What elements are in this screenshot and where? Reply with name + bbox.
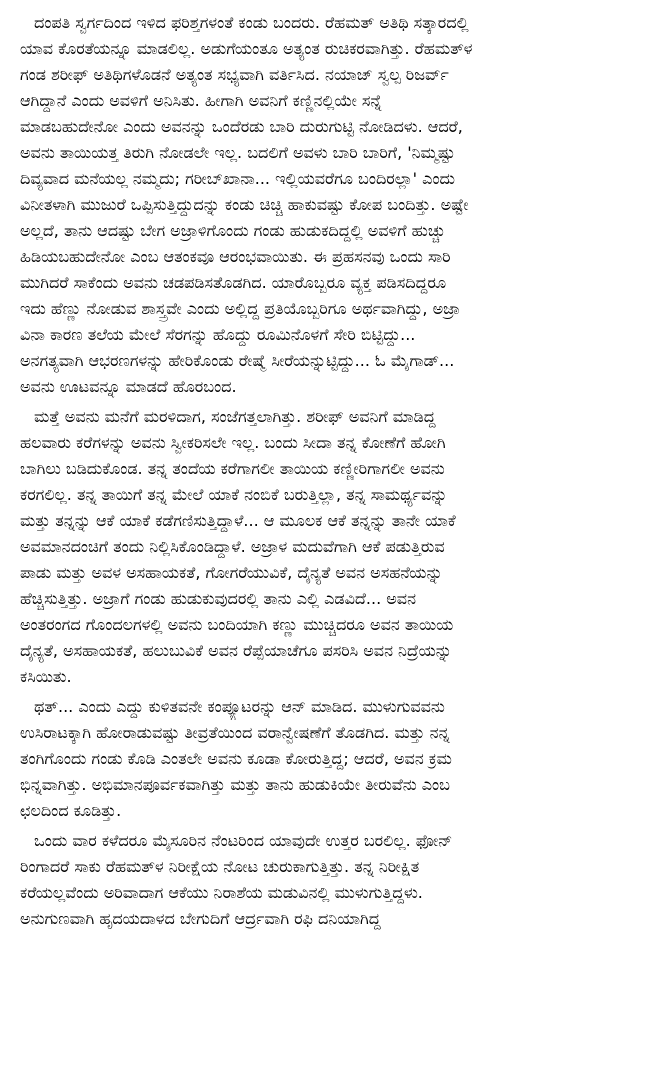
text-line: ಥತ್... ಎಂದು ಎದ್ದು ಕುಳಿತವನೇ ಕಂಪ್ಯೂಟರನ್ನು ಆನ್ ಮಾಡಿದ. ಮುಳುಗುವವನು <box>34 697 445 716</box>
text-line: ಅನುಗುಣವಾಗಿ ಹೃದಯದಾಳದ ಬೇಗುದಿಗೆ ಆರ್ದ್ರವಾಗಿ ರಫಿ ದನಿಯಾಗಿದ್ದ <box>20 909 381 928</box>
text-line: ಮತ್ತು ತನ್ನನ್ನು ಆಕೆ ಯಾಕೆ ಕಡೆಗಣಿಸುತ್ತಿದ್ದಾಳೆ... ಆ ಮೂಲಕ ಆಕೆ ತನ್ನನ್ನು ತಾನೇ ಯಾಕೆ <box>20 511 456 530</box>
text-line: ಬಾಗಿಲು ಬಡಿದುಕೊಂಡ. ತನ್ನ ತಂದೆಯ ಕರೆಗಾಗಲೀ ತಾಯಿಯ ಕಣ್ಣೀರಿಗಾಗಲೀ ಅವನು <box>20 459 445 478</box>
text-line: ದಿವ್ಯವಾದ ಮನೆಯಲ್ಲ ನಮ್ಮದು; ಗರೀಬ್‌ಖಾನಾ... ಇಲ್ಲಿಯವರೆಗೂ ಬಂದಿರಲ್ಲಾ' ಎಂದು <box>20 169 455 188</box>
paragraph-2 <box>20 404 648 690</box>
text-line: ದಂಪತಿ ಸ್ವರ್ಗದಿಂದ ಇಳಿದ ಫರಿಶ್ತಗಳಂತೆ ಕಂಡು ಬಂದರು. ರೆಹಮತ್ ಅತಿಥಿ ಸತ್ಕಾರದಲ್ಲಿ <box>34 13 469 32</box>
text-line: ಅವನು ಊಟವನ್ನೂ ಮಾಡದೆ ಹೊರಬಂದ. <box>20 377 237 396</box>
text-line: ಇದು ಹೆಣ್ಣು ನೋಡುವ ಶಾಸ್ತ್ರವೇ ಎಂದು ಅಲ್ಲಿದ್ದ ಪ್ರತಿಯೊಬ್ಬರಿಗೂ ಅರ್ಥವಾಗಿದ್ದು, ಅಜ್ರಾ <box>20 299 461 318</box>
paragraph-3 <box>20 694 648 824</box>
text-line: ಯಾವ ಕೊರತೆಯನ್ನೂ ಮಾಡಲಿಲ್ಲ. ಅಡುಗೆಯಂತೂ ಅತ್ಯಂತ ರುಚಿಕರವಾಗಿತ್ತು. ರೆಹಮತ್‌ಳ <box>20 39 473 58</box>
text-line: ಆಗಿದ್ದಾನೆ ಎಂದು ಅವಳಿಗೆ ಅನಿಸಿತು. ಹೀಗಾಗಿ ಅವನಿಗೆ ಕಣ್ಣಿನಲ್ಲಿಯೇ ಸನ್ನೆ <box>20 91 383 110</box>
text-line: ತಂಗಿಗೊಂದು ಗಂಡು ಕೊಡಿ ಎಂತಲೇ ಅವನು ಕೂಡಾ ಕೋರುತ್ತಿದ್ದ; ಆದರೆ, ಅವನ ಕ್ರಮ <box>20 749 452 768</box>
text-line: ಒಂದು ವಾರ ಕಳೆದರೂ ಮೈಸೂರಿನ ನೆಂಟರಿಂದ ಯಾವುದೇ ಉತ್ತರ ಬರಲಿಲ್ಲ. ಫೋನ್ <box>34 831 453 850</box>
text-line: ಹೆಚ್ಚಿಸುತ್ತಿತ್ತು. ಅಜ್ರಾಗೆ ಗಂಡು ಹುಡುಕುವುದರಲ್ಲಿ ತಾನು ಎಲ್ಲಿ ಎಡವಿದೆ... ಅವನ <box>20 589 416 608</box>
text-line: ಭಿನ್ನವಾಗಿತ್ತು. ಅಭಿಮಾನಪೂರ್ವಕವಾಗಿತ್ತು ಮತ್ತು ತಾನು ಹುಡುಕಿಯೇ ತೀರುವೆನು ಎಂಬ <box>20 775 450 794</box>
text-line: ಉಸಿರಾಟಕ್ಕಾಗಿ ಹೋರಾಡುವಷ್ಟು ತೀವ್ರತೆಯಿಂದ ವರಾನ್ವೇಷಣೆಗೆ ತೊಡಗಿದ. ಮತ್ತು ನನ್ನ <box>20 723 450 742</box>
text-line: ಛಲದಿಂದ ಕೂಡಿತ್ತು. <box>20 801 122 820</box>
text-line: ವಿನಾ ಕಾರಣ ತಲೆಯ ಮೇಲೆ ಸೆರಗನ್ನು ಹೊದ್ದು ರೂಮಿನೊಳಗೆ ಸೇರಿ ಬಿಟ್ಟಿದ್ದು... <box>20 325 416 344</box>
text-line: ಅಂತರಂಗದ ಗೊಂದಲಗಳಲ್ಲಿ ಅವನು ಬಂದಿಯಾಗಿ ಕಣ್ಣು ಮುಚ್ಚಿದರೂ ಅವನ ತಾಯಿಯ <box>20 615 454 634</box>
text-line: ಮತ್ತೆ ಅವನು ಮನೆಗೆ ಮರಳಿದಾಗ, ಸಂಜೆಗತ್ತಲಾಗಿತ್ತು. ಶರೀಫ್ ಅವನಿಗೆ ಮಾಡಿದ್ದ <box>34 407 436 426</box>
text-line: ಅವಮಾನದಂಚಿಗೆ ತಂದು ನಿಲ್ಲಿಸಿಕೊಂಡಿದ್ದಾಳೆ. ಅಜ್ರಾಳ ಮದುವೆಗಾಗಿ ಆಕೆ ಪಡುತ್ತಿರುವ <box>20 537 445 556</box>
text-line: ರಿಂಗಾದರೆ ಸಾಕು ರೆಹಮತ್‌ಳ ನಿರೀಕ್ಷೆಯ ನೋಟ ಚುರುಕಾಗುತ್ತಿತ್ತು. ತನ್ನ ನಿರೀಕ್ಷಿತ <box>20 857 420 876</box>
text-line: ಅಲ್ಲದೆ, ತಾನು ಆದಷ್ಟು ಬೇಗ ಅಜ್ರಾಳಿಗೊಂದು ಗಂಡು ಹುಡುಕದಿದ್ದಲ್ಲಿ ಅವಳಿಗೆ ಹುಚ್ಚು <box>20 221 446 240</box>
text-line: ಕಸಿಯಿತು. <box>20 667 72 686</box>
text-line: ದೈನ್ಯತೆ, ಅಸಹಾಯಕತೆ, ಹಲುಬುವಿಕೆ ಅವನ ರೆಪ್ಪೆಯಾಚೆಗೂ ಪಸರಿಸಿ ಅವನ ನಿದ್ರೆಯನ್ನು <box>20 641 452 660</box>
text-line: ಅನಗತ್ಯವಾಗಿ ಆಭರಣಗಳನ್ನು ಹೇರಿಕೊಂಡು ರೇಷ್ಮೆ ಸೀರೆಯನ್ನುಟ್ಟಿದ್ದು... ಓ ಮೈಗಾಡ್... <box>20 351 455 370</box>
paragraph-1 <box>20 10 648 400</box>
paragraph-4 <box>20 828 648 932</box>
text-line: ಹಿಡಿಯಬಹುದೇನೋ ಎಂಬ ಆತಂಕವೂ ಆರಂಭವಾಯಿತು. ಈ ಪ್ರಹಸನವು ಒಂದು ಸಾರಿ <box>20 247 451 266</box>
text-line: ಹಲವಾರು ಕರೆಗಳನ್ನು ಅವನು ಸ್ವೀಕರಿಸಲೇ ಇಲ್ಲ. ಬಂದು ಸೀದಾ ತನ್ನ ಕೋಣೆಗೆ ಹೋಗಿ <box>20 433 446 452</box>
text-line: ಗಂಡ ಶರೀಫ್ ಅತಿಥಿಗಳೊಡನೆ ಅತ್ಯಂತ ಸಭ್ಯವಾಗಿ ವರ್ತಿಸಿದ. ನಯಾಜ್ ಸ್ವಲ್ಪ ರಿಜರ್ವ್ <box>20 65 449 84</box>
text-line: ಮಾಡಬಹುದೇನೋ ಎಂದು ಅವನನ್ನು ಒಂದೆರಡು ಬಾರಿ ದುರುಗುಟ್ಟಿ ನೋಡಿದಳು. ಆದರೆ, <box>20 117 463 136</box>
text-line: ಕರಗಲಿಲ್ಲ. ತನ್ನ ತಾಯಿಗೆ ತನ್ನ ಮೇಲೆ ಯಾಕೆ ನಂಬಿಕೆ ಬರುತ್ತಿಲ್ಲಾ, ತನ್ನ ಸಾಮರ್ಥ್ಯವನ್ನು <box>20 485 448 504</box>
text-line: ಮುಗಿದರೆ ಸಾಕೆಂದು ಅವನು ಚಡಪಡಿಸತೊಡಗಿದ. ಯಾರೊಬ್ಬರೂ ವ್ಯಕ್ತ ಪಡಿಸದಿದ್ದರೂ <box>20 273 447 292</box>
text-line: ಪಾಡು ಮತ್ತು ಅವಳ ಅಸಹಾಯಕತೆ, ಗೋಗರೆಯುವಿಕೆ, ದೈನ್ಯತೆ ಅವನ ಅಸಹನೆಯನ್ನು <box>20 563 443 582</box>
text-line: ಕರೆಯಲ್ಲವೆಂದು ಅರಿವಾದಾಗ ಆಕೆಯು ನಿರಾಶೆಯ ಮಡುವಿನಲ್ಲಿ ಮುಳುಗುತ್ತಿದ್ದಳು. <box>20 883 423 902</box>
text-line: ವಿನೀತಳಾಗಿ ಮುಜುರೆ ಒಪ್ಪಿಸುತ್ತಿದ್ದುದನ್ನು ಕಂಡು ಚಿಚ್ಚಿ ಹಾಕುವಷ್ಟು ಕೋಪ ಬಂದಿತ್ತು. ಅಷ್ಟೇ <box>20 195 469 214</box>
text-line: ಅವನು ತಾಯಿಯತ್ತ ತಿರುಗಿ ನೋಡಲೇ ಇಲ್ಲ. ಬದಲಿಗೆ ಅವಳು ಬಾರಿ ಬಾರಿಗೆ, 'ನಿಮ್ಮಷ್ಟು <box>20 143 456 162</box>
